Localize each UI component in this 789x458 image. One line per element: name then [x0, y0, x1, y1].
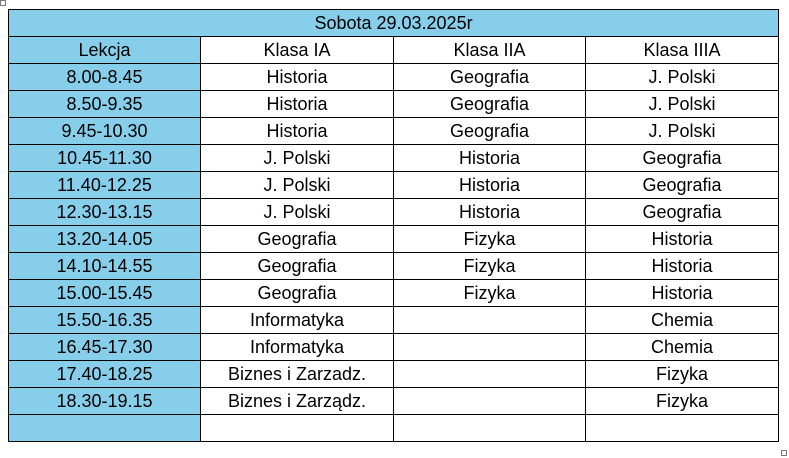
cell-klasa-ia: J. Polski [201, 199, 394, 226]
cell-klasa-ia: Biznes i Zarządz. [201, 388, 394, 415]
time-cell: 14.10-14.55 [9, 253, 201, 280]
table-row [9, 199, 779, 226]
header-lekcja: Lekcja [9, 37, 201, 64]
time-cell: 15.00-15.45 [9, 280, 201, 307]
header-row [9, 37, 779, 64]
cell-klasa-iia: Historia [394, 145, 586, 172]
table-row [9, 307, 779, 334]
cell-klasa-iiia: Historia [586, 253, 779, 280]
cell-klasa-iia [394, 415, 586, 442]
cell-klasa-iia: Fizyka [394, 280, 586, 307]
resize-handle-bottom-right[interactable] [781, 450, 787, 456]
cell-klasa-iiia: Chemia [586, 307, 779, 334]
cell-klasa-iiia [586, 415, 779, 442]
cell-klasa-iiia: J. Polski [586, 91, 779, 118]
cell-klasa-iia: Fizyka [394, 253, 586, 280]
cell-klasa-iia: Historia [394, 199, 586, 226]
cell-klasa-iiia: Geografia [586, 199, 779, 226]
resize-handle-top-left[interactable] [0, 0, 6, 6]
title-row [9, 10, 779, 37]
header-klasa-iiia: Klasa IIIA [586, 37, 779, 64]
table-row [9, 226, 779, 253]
cell-klasa-ia: Geografia [201, 226, 394, 253]
cell-klasa-ia: Historia [201, 91, 394, 118]
table-row [9, 145, 779, 172]
table-title: Sobota 29.03.2025r [9, 10, 779, 37]
cell-klasa-iia: Geografia [394, 91, 586, 118]
cell-klasa-ia: J. Polski [201, 172, 394, 199]
cell-klasa-iiia: Geografia [586, 172, 779, 199]
time-cell: 15.50-16.35 [9, 307, 201, 334]
table-row [9, 280, 779, 307]
cell-klasa-ia: Geografia [201, 253, 394, 280]
cell-klasa-iia: Historia [394, 172, 586, 199]
cell-klasa-ia: Historia [201, 64, 394, 91]
cell-klasa-iiia: J. Polski [586, 118, 779, 145]
cell-klasa-ia: J. Polski [201, 145, 394, 172]
table-row [9, 388, 779, 415]
cell-klasa-iiia: Chemia [586, 334, 779, 361]
time-cell: 18.30-19.15 [9, 388, 201, 415]
table-row [9, 253, 779, 280]
time-cell: 10.45-11.30 [9, 145, 201, 172]
cell-klasa-iia [394, 307, 586, 334]
header-klasa-iia: Klasa IIA [394, 37, 586, 64]
cell-klasa-iia: Geografia [394, 118, 586, 145]
table-row [9, 118, 779, 145]
cell-klasa-ia [201, 415, 394, 442]
table-row [9, 172, 779, 199]
cell-klasa-ia: Historia [201, 118, 394, 145]
time-cell: 16.45-17.30 [9, 334, 201, 361]
time-cell: 9.45-10.30 [9, 118, 201, 145]
cell-klasa-iia [394, 361, 586, 388]
time-cell: 12.30-13.15 [9, 199, 201, 226]
table-row [9, 91, 779, 118]
cell-klasa-iia [394, 334, 586, 361]
time-cell: 8.50-9.35 [9, 91, 201, 118]
cell-klasa-ia: Geografia [201, 280, 394, 307]
time-cell: 8.00-8.45 [9, 64, 201, 91]
schedule-table [8, 9, 779, 442]
cell-klasa-iia: Geografia [394, 64, 586, 91]
table-row [9, 334, 779, 361]
cell-klasa-iia: Fizyka [394, 226, 586, 253]
table-row [9, 361, 779, 388]
cell-klasa-iiia: Geografia [586, 145, 779, 172]
time-cell [9, 415, 201, 442]
cell-klasa-ia: Informatyka [201, 307, 394, 334]
table-row [9, 64, 779, 91]
cell-klasa-iia [394, 388, 586, 415]
time-cell: 11.40-12.25 [9, 172, 201, 199]
time-cell: 13.20-14.05 [9, 226, 201, 253]
cell-klasa-iiia: Historia [586, 226, 779, 253]
header-klasa-ia: Klasa IA [201, 37, 394, 64]
cell-klasa-ia: Biznes i Zarzadz. [201, 361, 394, 388]
cell-klasa-ia: Informatyka [201, 334, 394, 361]
cell-klasa-iiia: Historia [586, 280, 779, 307]
table-row [9, 415, 779, 442]
cell-klasa-iiia: Fizyka [586, 388, 779, 415]
time-cell: 17.40-18.25 [9, 361, 201, 388]
cell-klasa-iiia: J. Polski [586, 64, 779, 91]
cell-klasa-iiia: Fizyka [586, 361, 779, 388]
